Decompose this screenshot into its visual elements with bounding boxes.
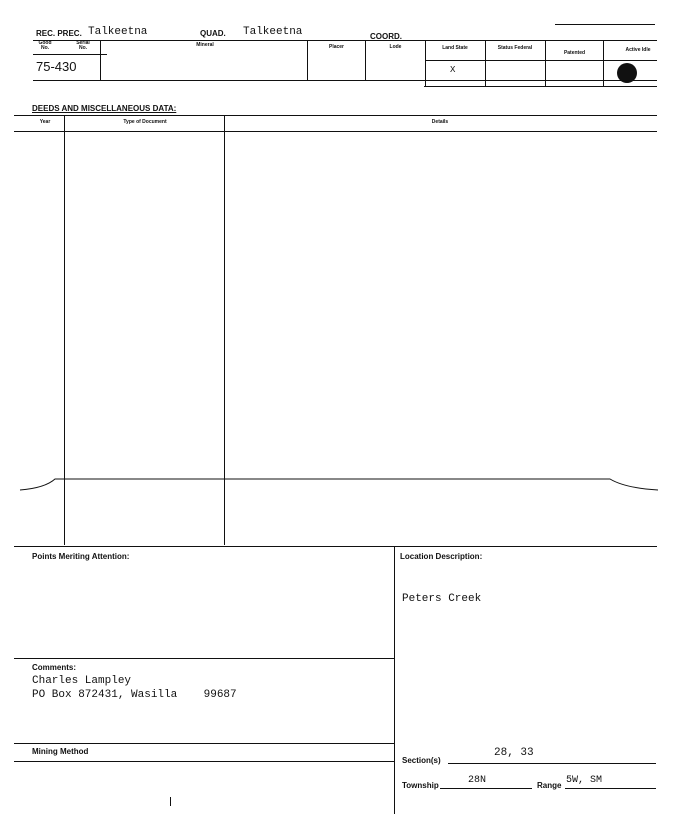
township-value: 28N	[468, 775, 487, 786]
good-no-value: 75-430	[36, 59, 77, 74]
land-state-mark: X	[450, 65, 456, 75]
rec-prec-value: Talkeetna	[88, 26, 148, 38]
header-bottom-rule	[33, 80, 657, 81]
col-land-state: Land State	[442, 45, 468, 51]
location-value: Peters Creek	[402, 593, 482, 605]
fold-line	[0, 470, 678, 500]
col-divider	[485, 40, 486, 86]
section-underline	[448, 763, 656, 764]
township-underline	[440, 788, 532, 789]
col-divider	[603, 40, 604, 86]
header-bottom-rule-2	[424, 86, 657, 87]
col-details: Details	[431, 119, 449, 125]
col-lode: Lode	[389, 44, 402, 50]
active-dot	[617, 63, 637, 83]
range-value: 5W, SM	[566, 775, 603, 786]
header-subrule	[33, 54, 107, 55]
mining-bottom-rule	[14, 761, 394, 762]
scan-mark	[170, 797, 171, 806]
header-subrule-right	[425, 60, 657, 61]
rec-prec-label: REC. PREC.	[36, 29, 82, 38]
comments-line-2: PO Box 872431, Wasilla 99687	[32, 689, 237, 701]
location-label: Location Description:	[400, 552, 483, 561]
comments-rule	[14, 658, 394, 659]
points-label: Points Meriting Attention:	[32, 552, 130, 561]
col-patented: Patented	[563, 50, 586, 56]
comments-line-1: Charles Lampley	[32, 675, 132, 687]
col-mineral: Mineral	[196, 42, 214, 48]
coord-label: COORD.	[370, 32, 402, 41]
mining-method-label: Mining Method	[32, 747, 89, 756]
deeds-section-title: DEEDS AND MISCELLANEOUS DATA:	[32, 104, 177, 113]
col-divider	[545, 40, 546, 86]
col-divider	[100, 40, 101, 80]
col-good-no: Good No.	[38, 40, 52, 51]
deeds-header-rule	[14, 131, 657, 132]
bottom-divider	[394, 546, 395, 814]
col-type: Type of Document	[123, 119, 167, 125]
range-label: Range	[537, 781, 562, 790]
col-status-federal: Status Federal	[497, 45, 533, 51]
range-underline	[565, 788, 656, 789]
comments-label: Comments:	[32, 663, 77, 672]
col-divider	[425, 40, 426, 86]
header-rule	[33, 40, 657, 41]
deeds-top-rule	[14, 115, 657, 116]
township-label: Township	[402, 781, 439, 790]
mining-rule	[14, 743, 394, 744]
col-year: Year	[39, 119, 51, 125]
section-value: 28, 33	[494, 747, 534, 759]
col-serial-no: Serial No.	[76, 40, 90, 51]
quad-value: Talkeetna	[243, 26, 303, 38]
col-active: Active Idle	[625, 47, 651, 53]
col-placer: Placer	[328, 44, 344, 50]
section-label: Section(s)	[402, 756, 441, 765]
quad-label: QUAD.	[200, 29, 226, 38]
deeds-bottom-rule	[14, 546, 657, 547]
top-rule	[555, 24, 655, 25]
